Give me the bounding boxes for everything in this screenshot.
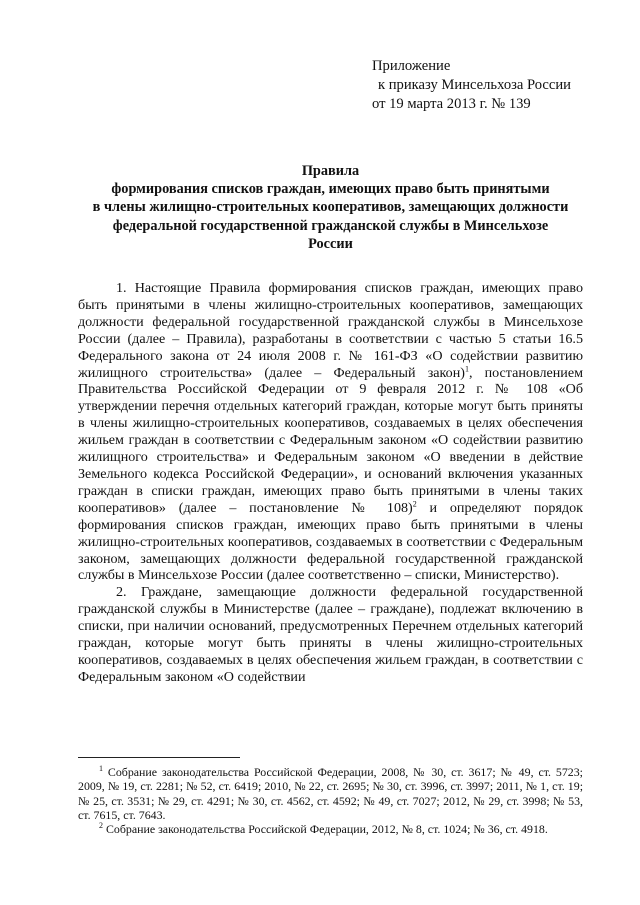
paragraph-1-part-a: 1. Настоящие Правила формирования списков граждан, имеющих право быть принятыми в члены жилищно-строительных кооперативов, замещающих должности федеральной государственной гражданской службы в Минсельхозе России (далее – Правила), разработаны в соответствии с частью 5 статьи 16.5 Федерального закона от 24 июля 2008 г. № 161-ФЗ «О содействии развитию жилищного строительства» (далее – Федеральный закон) [78, 280, 583, 381]
footnote-2-mark: 2 [99, 821, 103, 831]
paragraph-1-part-b: , постановлением Правительства Российской Федерации от 9 февраля 2012 г. № 108 «Об утверждении перечня отдельных категорий граждан, которые могут быть приняты в члены жилищно-строительных кооперативов, создаваемых в целях обеспечения жильем граждан в соответствии с Федеральным законом «О содействии развитию жилищного строительства» и Федеральным законом «О введении в действие Земельного кодекса Российской Федерации», и оснований включения указанных граждан в списки граждан, имеющих право быть принятыми в члены таких кооперативов» (далее – постановление № 108) [78, 364, 583, 516]
footnote-2-text: Собрание законодательства Российской Федерации, 2012, № 8, ст. 1024; № 36, ст. 4918. [105, 822, 548, 837]
title-line-4: России [308, 235, 353, 252]
paragraph-1 [78, 280, 583, 584]
paragraph-1-part-c: и определяют порядок формирования списков граждан, имеющих право быть принятыми в члены жилищно-строительных кооперативов, создаваемых в соответствии с Федеральным законом, замещающих должности федеральной государственной гражданской службы в Минсельхозе России (далее соответственно – списки, Министерство). [78, 499, 584, 584]
approval-order-date: от 19 марта 2013 г. № 139 [372, 96, 531, 112]
footnote-divider [78, 757, 240, 758]
title-line-3: федеральной государственной гражданской службы в Минсельхозе [112, 217, 549, 234]
footnote-ref-2: 2 [412, 499, 417, 509]
footnote-ref-1: 1 [464, 363, 469, 373]
approval-appendix-label: Приложение [372, 58, 451, 74]
paragraph-2: 2. Граждане, замещающие должности федеральной государственной гражданской службы в Министерстве (далее – граждане), подлежат включению в списки, при наличии оснований, предусмотренных Перечнем отдельных категорий граждан, которые могут быть приняты в члены жилищно-строительных кооперативов, создаваемых в целях обеспечения жильем граждан, в соответствии с Федеральным законом «О содействии [78, 584, 583, 685]
title-line-1: формирования списков граждан, имеющих право быть принятыми [111, 181, 550, 198]
footnote-1-text: Собрание законодательства Российской Федерации, 2008, № 30, ст. 3617; № 49, ст. 5723; 2009, № 19, ст. 2281; № 52, ст. 6419; 2010, № 22, ст. 2695; № 30, ст. 3996, ст. 3997; 2011, № 1, ст. 19; № 25, ст. 3531; № 29, ст. 4291; № 30, ст. 4562, ст. 4592; № 49, ст. 7027; 2012, № 29, ст. 3998; № 53, ст. 7615, ст. 7643. [78, 765, 583, 822]
footnote-1-mark: 1 [99, 764, 103, 774]
footnotes [78, 765, 583, 836]
approval-order-reference: к приказу Минсельхоза России [378, 77, 571, 93]
document-title [78, 162, 583, 253]
footnote-1 [78, 765, 583, 822]
title-heading: Правила [301, 163, 360, 179]
document-body [78, 280, 583, 686]
title-line-2: в члены жилищно-строительных кооперативов, замещающих должности [92, 199, 569, 216]
approval-stamp [372, 57, 612, 114]
footnote-2 [78, 822, 583, 836]
